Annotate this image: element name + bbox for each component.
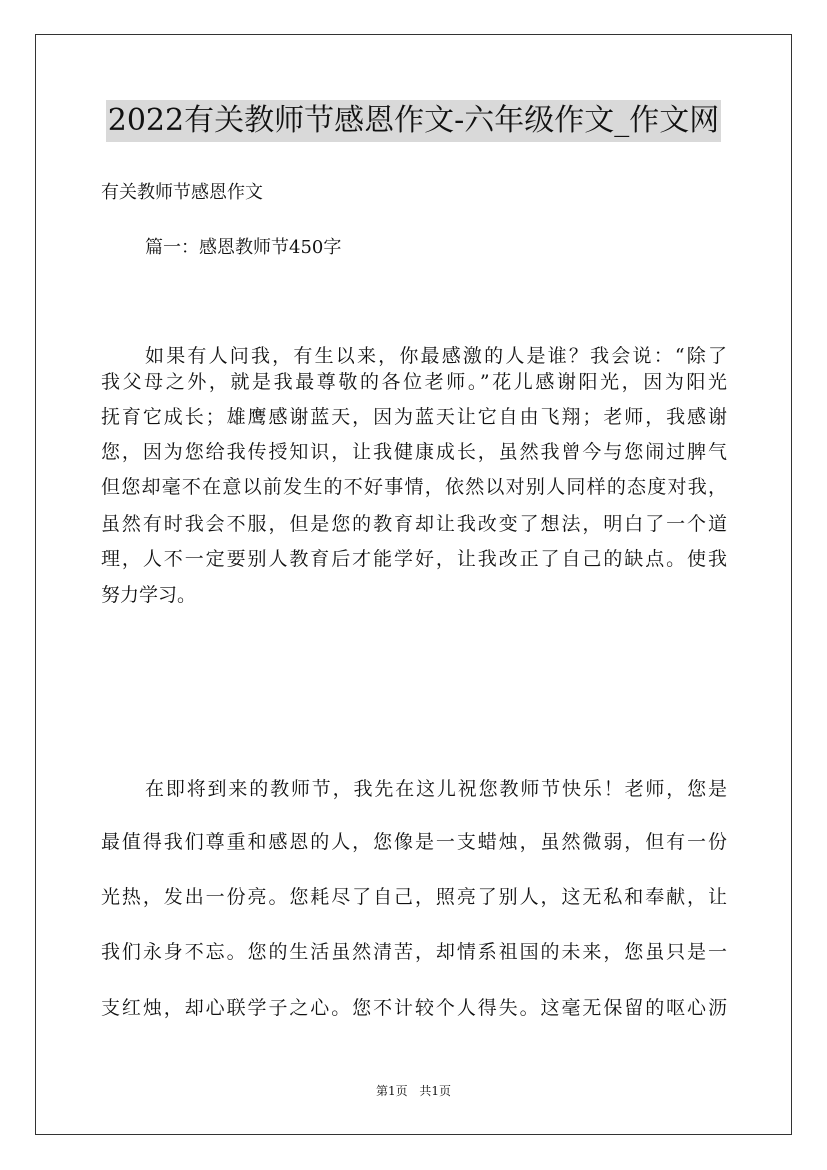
paragraph-1-line: 但您却毫不在意以前发生的不好事情，依然以对别人同样的态度对我，: [101, 476, 727, 498]
paragraph-1-line: 努力学习。: [101, 584, 197, 606]
paragraph-1-line: 您，因为您给我传授知识，让我健康成长，虽然我曾今与您闹过脾气: [101, 441, 727, 463]
paragraph-1-line: 我父母之外，就是我最尊敬的各位老师。”花儿感谢阳光，因为阳光: [101, 371, 727, 393]
paragraph-1-line: 理，人不一定要别人教育后才能学好，让我改正了自己的缺点。使我: [101, 548, 727, 570]
page-footer: [0, 1083, 827, 1099]
paragraph-1-line: 虽然有时我会不服，但是您的教育却让我改变了想法，明白了一个道: [101, 513, 727, 535]
title-container: [0, 100, 827, 142]
paragraph-1-line: 抚育它成长；雄鹰感谢蓝天，因为蓝天让它自由飞翔；老师，我感谢: [101, 406, 727, 428]
paragraph-2-line: 在即将到来的教师节，我先在这儿祝您教师节快乐！老师，您是: [145, 778, 727, 800]
section-heading: 篇一：感恩教师节450字: [145, 237, 342, 258]
document-subtitle: 有关教师节感恩作文: [101, 182, 263, 203]
document-title: 2022有关教师节感恩作文-六年级作文_作文网: [106, 100, 721, 142]
paragraph-2-line: 我们永身不忘。您的生活虽然清苦，却情系祖国的未来，您虽只是一: [101, 941, 727, 963]
page-number: 第1页: [375, 1084, 408, 1098]
paragraph-2-line: 最值得我们尊重和感恩的人，您像是一支蜡烛，虽然微弱，但有一份: [101, 831, 727, 853]
paragraph-2-line: 支红烛，却心联学子之心。您不计较个人得失。这毫无保留的呕心沥: [101, 997, 727, 1019]
paragraph-2-line: 光热，发出一份亮。您耗尽了自己，照亮了别人，这无私和奉献，让: [101, 886, 727, 908]
paragraph-1-line: 如果有人问我，有生以来，你最感激的人是谁？我会说：“除了: [145, 345, 727, 367]
page-total: 共1页: [419, 1084, 452, 1098]
